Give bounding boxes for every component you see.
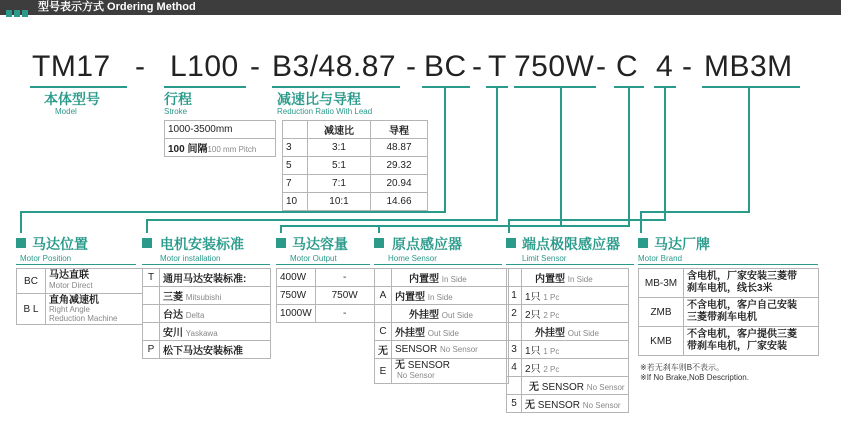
connector-limit-v [664,88,666,220]
connector-brand-h [640,211,750,213]
code-dash-2: - [250,50,261,83]
table-row: 750W 750W [277,287,375,305]
code-install: T [488,50,507,83]
code-dash-4: - [472,50,483,83]
table-row: KMB 不含电机，客户提供三菱 带刹车电机，厂家安装 [639,327,819,356]
brand-table [638,268,819,356]
output-label: 马达容量 [292,236,348,252]
reduction-header-blank [283,121,308,139]
code-reduction: B3/48.87 [272,50,397,83]
code-limit: 4 [656,50,674,83]
output-table [276,268,375,323]
square-icon [142,238,152,248]
stroke-pitch: 100 间隔100 mm Pitch [165,139,276,157]
stroke-label-en: Stroke [164,107,188,116]
table-row: ZMB 不含电机，客户自己安装 三菱带刹车电机 [639,298,819,327]
table-row: 5 无 SENSOR No Sensor [507,395,629,413]
code-brand: MB3M [704,50,793,83]
code-dash-1: - [135,50,146,83]
install-label: 电机安装标准 [160,236,244,252]
table-row: 内置型 In Side [507,269,629,287]
reduction-header-ratio: 减速比 [308,121,371,139]
table-row: 5 5:1 29.32 [283,157,428,175]
table-row: P 松下马达安装标准 [143,341,271,359]
code-output: 750W [514,50,595,83]
connector-install-h [146,219,498,221]
brand-label-en: Motor Brand [638,254,683,263]
table-row: MB-3M 含电机，厂家安装三菱带 刹车电机，线长3米 [639,269,819,298]
divider [16,264,136,265]
divider [276,264,370,265]
home-label-en: Home Sensor [388,254,437,263]
connector-home-v [628,88,630,226]
underline-position [422,86,470,88]
divider [638,264,818,265]
model-label: 本体型号 [44,91,100,107]
reduction-table [282,120,428,211]
stroke-range: 1000-3500mm [165,121,276,139]
code-home: C [616,50,639,83]
header-squares-icon [6,4,30,22]
table-row: 2 2只 2 Pc [507,305,629,323]
output-label-en: Motor Output [290,254,337,263]
connector-home-drop [378,225,380,233]
install-label-en: Motor installation [160,254,221,263]
table-row: T 通用马达安装标准: [143,269,271,287]
connector-brand-v [748,88,750,212]
home-label: 原点感应器 [392,236,462,252]
code-dash-3: - [406,50,417,83]
square-icon [638,238,648,248]
limit-table [506,268,629,413]
install-table [142,268,271,359]
connector-install-drop [146,219,148,233]
table-row: 7 7:1 20.94 [283,175,428,193]
table-row: 3 1只 1 Pc [507,341,629,359]
reduction-label-en: Reduction Ratio With Lead [277,107,373,116]
table-row: 无 SENSOR No Sensor [507,377,629,395]
connector-limit-drop [508,219,510,233]
table-row: A 内置型 In Side [375,287,509,305]
connector-limit-h [508,219,666,221]
limit-label-en: Limit Sensor [522,254,567,263]
table-row: 400W - [277,269,375,287]
table-row: BC 马达直联 Motor Direct [17,269,143,294]
header-bar [0,0,841,15]
stroke-table [164,120,276,157]
table-row: 内置型 In Side [375,269,509,287]
underline-output [514,86,596,88]
underline-model [30,86,127,88]
reduction-label: 减速比与导程 [277,91,361,107]
code-model: TM17 [32,50,111,83]
square-icon [374,238,384,248]
connector-position-drop [20,211,22,233]
divider [506,264,634,265]
brand-note-en: ※If No Brake,NoB Description. [640,373,749,382]
stroke-label: 行程 [164,91,192,107]
home-table [374,268,509,384]
connector-home-h [378,225,630,227]
underline-reduction [272,86,400,88]
square-icon [16,238,26,248]
table-row: 4 2只 2 Pc [507,359,629,377]
code-position: BC [424,50,467,83]
connector-position-v [444,88,446,212]
table-row: 1000W - [277,305,375,323]
connector-output-drop [280,225,282,233]
table-row: 3 3:1 48.87 [283,139,428,157]
underline-brand [702,86,800,88]
table-row: E 无 SENSOR No Sensor [375,359,509,384]
brand-note-zh: ※若无刹车则B不表示。 [640,363,725,372]
table-row: 1 1只 1 Pc [507,287,629,305]
connector-output-v [560,88,562,226]
model-label-en: Model [55,107,77,116]
table-row: 三菱 Mitsubishi [143,287,271,305]
reduction-header-lead: 导程 [371,121,428,139]
table-row: 无 SENSOR No Sensor [375,341,509,359]
code-dash-6: - [682,50,693,83]
connector-install-v [496,88,498,220]
table-row: B L 直角减速机 Right Angle Reduction Machine [17,294,143,325]
brand-label: 马达厂牌 [654,236,710,252]
table-row: 外挂型 Out Side [375,305,509,323]
connector-position-h [20,211,446,213]
square-icon [276,238,286,248]
position-label: 马达位置 [32,236,88,252]
table-row: 台达 Delta [143,305,271,323]
square-icon [506,238,516,248]
underline-stroke [164,86,246,88]
table-row: 安川 Yaskawa [143,323,271,341]
position-table [16,268,143,325]
code-dash-5: - [596,50,607,83]
code-stroke: L100 [170,50,239,83]
header-title: 型号表示方式 Ordering Method [38,1,196,13]
divider [142,264,270,265]
table-row: 10 10:1 14.66 [283,193,428,211]
position-label-en: Motor Position [20,254,72,263]
connector-brand-drop [640,211,642,233]
table-row: 外挂型 Out Side [507,323,629,341]
divider [374,264,502,265]
limit-label: 端点极限感应器 [522,236,620,252]
table-row: C 外挂型 Out Side [375,323,509,341]
